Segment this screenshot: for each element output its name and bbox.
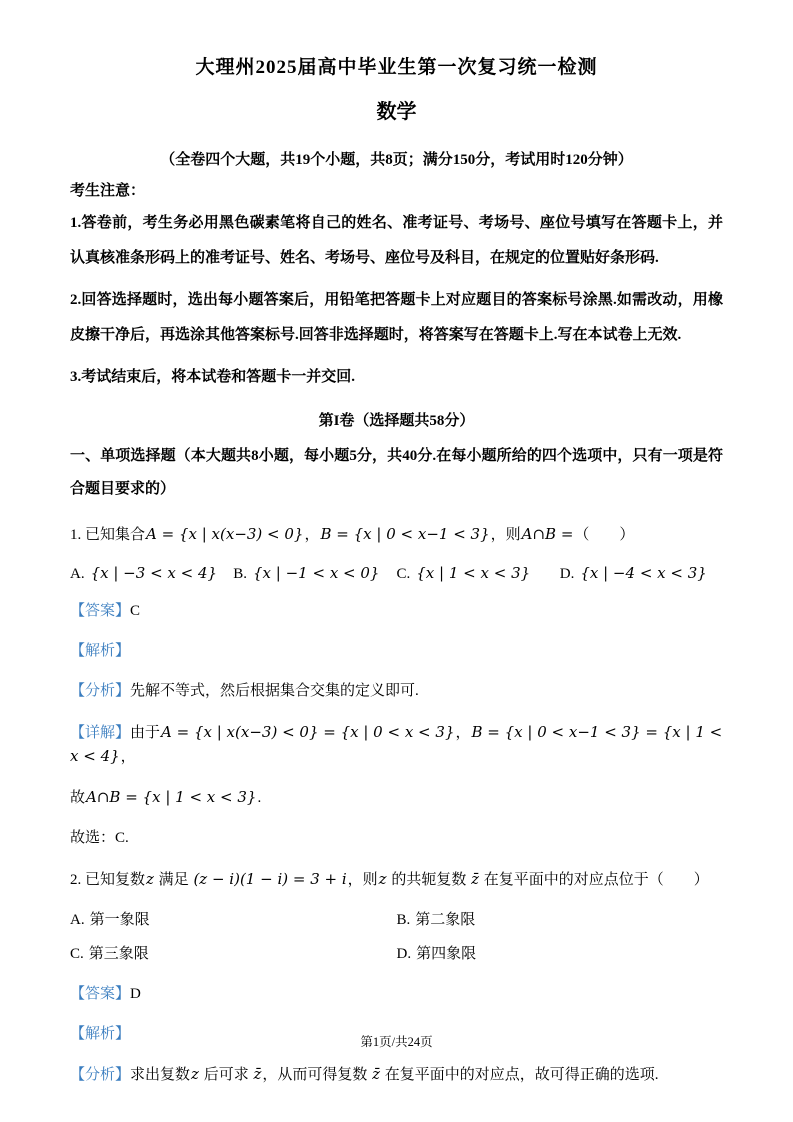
question-1-conclusion: 故选：C. xyxy=(70,830,129,847)
notice-item-1: 1.答卷前，考生务必用黑色碳素笔将自己的姓名、准考证号、考场号、座位号填写在答题卡上，并认真核准条形码上的准考证号、姓名、考场号、座位号及科目，在规定的位置贴好条形码. xyxy=(70,215,723,266)
option-value: {x | −3 < x < 4} xyxy=(90,563,218,582)
exam-title: 大理州2025届高中毕业生第一次复习统一检测 xyxy=(195,57,598,78)
text-fragment: ， xyxy=(304,526,320,543)
question-1-stem xyxy=(70,523,723,547)
math-fragment: z̄ xyxy=(372,1065,381,1084)
option-label: D. xyxy=(396,946,412,963)
text-fragment: ， xyxy=(455,724,471,741)
explain-marker: 【解析】 xyxy=(70,643,131,659)
question-1-option-d xyxy=(560,564,723,583)
text-fragment: ， xyxy=(120,748,136,765)
option-value: 第二象限 xyxy=(415,911,476,928)
question-1-detail-line-1 xyxy=(70,721,723,770)
analysis-marker: 【分析】 xyxy=(70,1067,131,1084)
detail-text xyxy=(70,722,723,765)
section-title: 第I卷（选择题共58分） xyxy=(318,412,475,429)
option-value: 第一象限 xyxy=(89,911,150,928)
math-fragment: z̄ xyxy=(471,869,479,888)
question-1 xyxy=(70,523,723,851)
notice-item-2: 2.回答选择题时，选出每小题答案后，用铅笔把答题卡上对应题目的答案标号涂黑.如需改动，用橡皮擦干净后，再选涂其他答案标号.回答非选择题时，将答案写在答题卡上.写在本试卷上无效. xyxy=(70,292,723,343)
text-fragment: 满足 xyxy=(154,871,193,888)
answer-marker: 【答案】 xyxy=(70,985,131,1002)
option-value: {x | −4 < x < 3} xyxy=(580,563,707,582)
math-fragment: z xyxy=(378,869,387,888)
text-fragment: ，则 xyxy=(347,871,378,888)
question-2-option-c xyxy=(70,943,397,966)
text-fragment: ，从而可得复数 xyxy=(262,1067,372,1084)
math-fragment: z xyxy=(146,869,154,888)
question-1-option-b xyxy=(233,564,396,583)
notice-item-3: 3.考试结束后，将本试卷和答题卡一并交回. xyxy=(70,369,356,385)
question-2-stem xyxy=(70,868,723,892)
text-fragment: 求出复数 xyxy=(130,1067,191,1084)
text-fragment: 后可求 xyxy=(199,1067,253,1084)
exam-info-line: （全卷四个大题，共19个小题，共8页；满分150分，考试用时120分钟） xyxy=(160,152,633,168)
question-2-option-b xyxy=(397,909,724,932)
answer-value: D xyxy=(130,985,141,1002)
math-fragment: A = {x | x(x−3) < 0} xyxy=(146,524,304,543)
text-fragment: 由于 xyxy=(130,724,161,741)
text-fragment: ，则 xyxy=(490,526,521,543)
analysis-text xyxy=(130,1067,659,1083)
math-fragment: A = {x | x(x−3) < 0} = {x | 0 < x < 3} xyxy=(161,722,455,741)
math-fragment: B = {x | 0 < x−1 < 3} = {x | 1 < x < 4} xyxy=(70,722,723,765)
part-instructions: 一、单项选择题（本大题共8小题，每小题5分，共40分.在每小题所给的四个选项中，只有一项是符合题目要求的） xyxy=(70,447,723,497)
text-fragment: 在复平面中的对应点，故可得正确的选项. xyxy=(381,1067,659,1084)
notice-heading: 考生注意： xyxy=(70,183,146,199)
question-1-detail-line-2 xyxy=(70,786,723,810)
option-value: 第四象限 xyxy=(416,946,477,963)
text-fragment: 的共轭复数 xyxy=(387,871,471,888)
text-fragment: 2. 已知复数 xyxy=(70,871,146,888)
text-fragment: 1. 已知集合 xyxy=(70,526,146,543)
page-number-indicator: 第1页/共24页 xyxy=(360,1035,433,1049)
text-fragment: 故 xyxy=(70,790,86,806)
math-fragment: A∩B = {x | 1 < x < 3} xyxy=(86,788,257,806)
text-fragment: 在复平面中的对应点位于（ ） xyxy=(480,871,709,888)
question-1-answer-line xyxy=(70,600,723,623)
question-1-analysis-line xyxy=(70,680,723,703)
option-label: C. xyxy=(396,565,411,582)
question-2-option-a xyxy=(70,909,397,932)
question-2-analysis-line xyxy=(70,1063,723,1087)
option-value: {x | −1 < x < 0} xyxy=(253,563,380,582)
math-fragment: B = {x | 0 < x−1 < 3} xyxy=(320,524,490,543)
option-value: {x | 1 < x < 3} xyxy=(416,563,531,582)
option-label: D. xyxy=(559,565,575,582)
question-2-option-d xyxy=(397,943,724,966)
option-value: 第三象限 xyxy=(88,946,149,963)
math-fragment: (z − i)(1 − i) = 3 + i xyxy=(193,869,347,888)
math-fragment: z̄ xyxy=(253,1065,262,1084)
option-label: B. xyxy=(396,911,411,928)
math-fragment: A∩B = xyxy=(521,524,574,543)
text-fragment: . xyxy=(257,790,262,806)
text-fragment: （ ） xyxy=(574,526,635,543)
question-1-option-c xyxy=(397,564,560,583)
question-2-answer-line xyxy=(70,983,723,1006)
question-2 xyxy=(70,868,723,1088)
explain-marker: 【解析】 xyxy=(70,1026,131,1042)
math-fragment: z xyxy=(191,1065,199,1084)
detail-marker: 【详解】 xyxy=(70,724,131,741)
option-label: B. xyxy=(233,565,248,582)
question-1-options xyxy=(70,564,723,583)
answer-value: C xyxy=(130,602,141,619)
option-label: C. xyxy=(70,946,84,963)
exam-subject: 数学 xyxy=(376,101,417,123)
analysis-text: 先解不等式，然后根据集合交集的定义即可. xyxy=(130,683,419,700)
question-1-option-a xyxy=(70,564,233,583)
answer-marker: 【答案】 xyxy=(70,602,131,619)
option-label: A. xyxy=(70,565,85,582)
question-2-options xyxy=(70,909,723,966)
option-label: A. xyxy=(70,911,85,928)
question-1-explain-line xyxy=(70,640,723,663)
analysis-marker: 【分析】 xyxy=(70,683,131,700)
